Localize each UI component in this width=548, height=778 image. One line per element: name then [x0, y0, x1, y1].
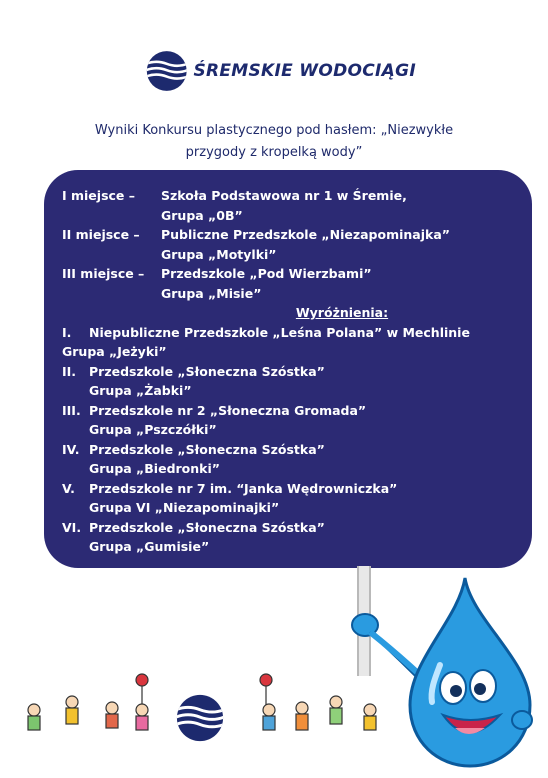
honor-school: Przedszkole „Słoneczna Szóstka”: [89, 363, 325, 379]
honor-school: Niepubliczne Przedszkole „Leśna Polana” w Mechlinie: [89, 324, 470, 340]
place-school: Przedszkole „Pod Wierzbami”: [161, 266, 372, 281]
honor-number: VI.: [62, 519, 82, 535]
results-content: [62, 186, 532, 557]
honor-row: [62, 362, 532, 401]
honor-row: [62, 479, 532, 518]
place-label: III miejsce –: [62, 266, 145, 281]
honor-number: I.: [62, 324, 72, 340]
honor-school: Przedszkole „Słoneczna Szóstka”: [89, 519, 325, 535]
place-school: Szkoła Podstawowa nr 1 w Śremie,: [161, 188, 407, 203]
place-row: [62, 186, 532, 225]
place-row: [62, 225, 532, 264]
place-group: Grupa „Misie”: [161, 285, 262, 301]
honor-number: IV.: [62, 441, 80, 457]
place-label: II miejsce –: [62, 227, 140, 242]
honor-group: Grupa „Żabki”: [89, 383, 192, 398]
place-row: [62, 264, 532, 303]
page-title: [40, 120, 508, 164]
honor-row: [62, 440, 532, 479]
brand-name: ŚREMSKIE WODOCIĄGI: [193, 61, 416, 81]
water-waves-logo-icon: [146, 45, 187, 97]
honors-heading: Wyróżnienia:: [295, 305, 389, 320]
water-waves-logo-icon: [176, 694, 224, 742]
place-group: Grupa „0B”: [161, 207, 243, 223]
honor-row: [62, 323, 532, 343]
place-group: Grupa „Motylki”: [161, 246, 277, 262]
honor-number: V.: [62, 480, 75, 496]
brand-logo: [146, 44, 416, 98]
title-line: przygody z kropelką wody”: [185, 145, 363, 160]
honor-group: Grupa „Pszczółki”: [89, 422, 217, 437]
honor-group: Grupa „Biedronki”: [89, 461, 220, 476]
honor-number: III.: [62, 402, 81, 418]
honor-row: [62, 401, 532, 440]
place-label: I miejsce –: [62, 188, 136, 203]
honor-row: [62, 518, 532, 557]
honor-school: Przedszkole „Słoneczna Szóstka”: [89, 441, 325, 457]
honor-number: II.: [62, 363, 77, 379]
honor-group: Grupa VI „Niezapominajki”: [89, 500, 280, 515]
title-line: Wyniki Konkursu plastycznego pod hasłem: „Niezwykłe: [94, 123, 454, 138]
place-school: Publiczne Przedszkole „Niezapominajka”: [161, 227, 450, 242]
honor-school: Przedszkole nr 7 im. “Janka Wędrowniczka”: [89, 480, 398, 496]
honor-school: Przedszkole nr 2 „Słoneczna Gromada”: [89, 402, 367, 418]
honor-group: Grupa „Jeżyki”: [62, 344, 167, 359]
honor-group: Grupa „Gumisie”: [89, 539, 210, 554]
